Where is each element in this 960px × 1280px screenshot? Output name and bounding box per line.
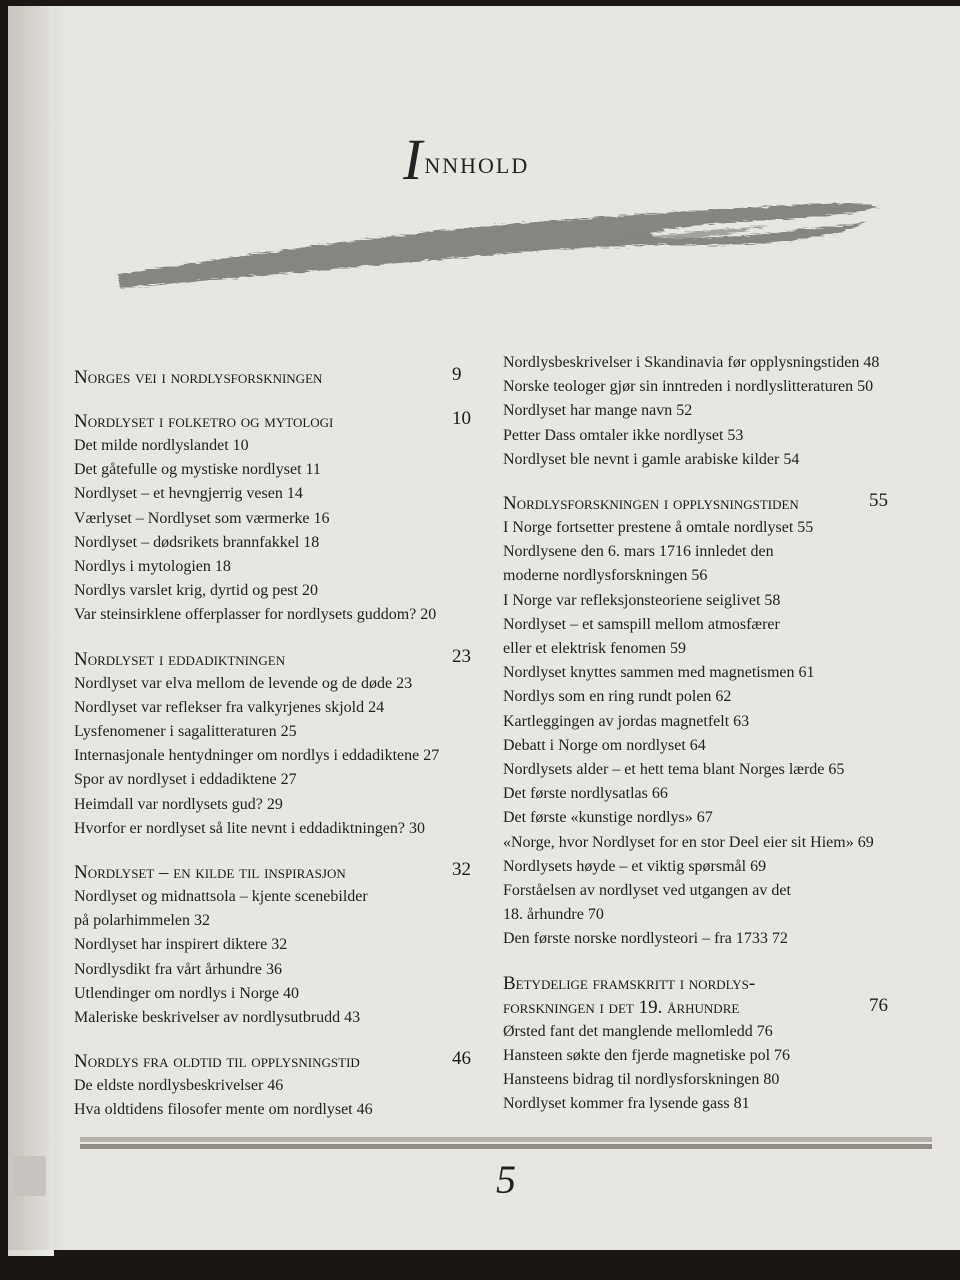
toc-section-heading <box>74 645 484 672</box>
toc-entry: Var steinsirklene offerplasser for nordlysets guddom? 20 <box>74 606 437 624</box>
toc-entry: Nordlyset kommer fra lysende gass 81 <box>503 1095 750 1113</box>
toc-entry: Maleriske beskrivelser av nordlysutbrudd 43 <box>74 1009 361 1027</box>
section-gap <box>503 472 923 492</box>
toc-entry: Nordlyset – et hevngjerrig vesen 14 <box>74 485 303 503</box>
section-page-number: 10 <box>452 408 471 429</box>
toc-entry: Nordlysdikt fra vårt århundre 36 <box>74 960 282 978</box>
section-title: Nordlyset i eddadiktningen <box>74 648 286 670</box>
section-gap <box>74 628 484 648</box>
toc-entry: moderne nordlysforskningen 56 <box>503 567 708 585</box>
toc-entry: Debatt i Norge om nordlyset 64 <box>503 736 706 754</box>
toc-section-heading <box>74 410 484 434</box>
toc-entry: Heimdall var nordlysets gud? 29 <box>74 795 283 813</box>
toc-entry: eller et elektrisk fenomen 59 <box>503 640 687 658</box>
toc-entry: Nordlysbeskrivelser i Skandinavia før opplysningstiden 48 <box>503 354 880 371</box>
page-clip <box>14 1156 46 1196</box>
toc-entry: 18. århundre 70 <box>503 906 604 924</box>
page-title: Innhold <box>403 127 530 192</box>
section-page-number: 23 <box>452 645 471 667</box>
toc-entry: Nordlysets høyde – et viktig spørsmål 69 <box>503 857 767 875</box>
toc-entry: Det første nordlysatlas 66 <box>503 785 668 803</box>
book-page <box>8 6 960 1250</box>
toc-entry: Hansteens bidrag til nordlysforskningen 80 <box>503 1071 780 1089</box>
section-gap <box>74 390 484 410</box>
toc-entry: Nordlyset har mange navn 52 <box>503 402 693 420</box>
toc-entry: Petter Dass omtaler ikke nordlyset 53 <box>503 426 744 444</box>
toc-entry: Det første «kunstige nordlys» 67 <box>503 809 713 827</box>
brush-stroke-ornament <box>108 186 888 296</box>
toc-entry: Nordlys som en ring rundt polen 62 <box>503 688 732 706</box>
toc-entry: I Norge fortsetter prestene å omtale nordlyset 55 <box>503 519 814 537</box>
toc-entry: «Norge, hvor Nordlyset for en stor Deel eier sit Hiem» 69 <box>503 833 874 851</box>
toc-entry: Utlendinger om nordlys i Norge 40 <box>74 984 300 1002</box>
toc-entry: Værlyset – Nordlyset som værmerke 16 <box>74 509 330 527</box>
bottom-rule <box>80 1137 932 1149</box>
section-page-number: 55 <box>869 490 888 512</box>
toc-entry: Norske teologer gjør sin inntreden i nordlyslitteraturen 50 <box>503 378 874 396</box>
toc-entry: Nordlys i mytologien 18 <box>74 558 231 576</box>
toc-entry: Nordlyset var elva mellom de levende og de døde 23 <box>74 674 413 692</box>
toc-left-column <box>74 366 484 1123</box>
toc-entry: Kartleggingen av jordas magnetfelt 63 <box>503 712 750 730</box>
toc-section-heading <box>74 861 484 885</box>
section-page-number: 32 <box>452 859 471 881</box>
toc-section-heading <box>74 1050 484 1074</box>
toc-entry: Lysfenomener i sagalitteraturen 25 <box>74 723 297 741</box>
toc-entry: Nordlysets alder – et hett tema blant Norges lærde 65 <box>503 761 845 779</box>
section-page-number: 76 <box>869 994 888 1016</box>
section-title: Nordlys fra oldtid til opplysningstid <box>74 1051 360 1073</box>
toc-entry: Nordlys varslet krig, dyrtid og pest 20 <box>74 582 318 600</box>
section-title: Norges vei i nordlysforskningen <box>74 367 323 388</box>
section-title: Betydelige framskritt i nordlys- <box>503 972 756 994</box>
section-gap <box>74 841 484 861</box>
section-gap <box>503 952 923 972</box>
toc-entry: Nordlyset – et samspill mellom atmosfærer <box>503 615 780 633</box>
section-page-number: 9 <box>452 364 462 385</box>
section-title-cont: forskningen i det 19. århundre <box>503 996 740 1018</box>
toc-entry: Nordlyset ble nevnt i gamle arabiske kilder 54 <box>503 450 800 468</box>
toc-entry: Hvorfor er nordlyset så lite nevnt i eddadiktningen? 30 <box>74 819 426 837</box>
toc-entry: Nordlyset og midnattsola – kjente scenebilder <box>74 888 368 906</box>
toc-entry: Internasjonale hentydninger om nordlys i eddadiktene 27 <box>74 747 440 765</box>
section-page-number: 46 <box>452 1048 471 1070</box>
toc-entry: Hansteen søkte den fjerde magnetiske pol 76 <box>503 1046 791 1064</box>
section-title: Nordlyset i folketro og mytologi <box>74 411 334 432</box>
toc-entry: på polarhimmelen 32 <box>74 912 210 930</box>
toc-section-heading <box>503 492 923 516</box>
section-title: Nordlysforskningen i opplysningstiden <box>503 493 799 515</box>
section-gap <box>74 1030 484 1050</box>
toc-entry: Den første norske nordlysteori – fra 1733 72 <box>503 930 788 948</box>
toc-section-heading <box>74 366 484 390</box>
toc-entry: Spor av nordlyset i eddadiktene 27 <box>74 771 297 789</box>
toc-right-column <box>503 351 923 1116</box>
toc-entry: Nordlyset var reflekser fra valkyrjenes skjold 24 <box>74 698 385 716</box>
toc-entry: Nordlyset knyttes sammen med magnetismen 61 <box>503 664 815 682</box>
section-title: Nordlyset – en kilde til inspirasjon <box>74 862 346 884</box>
toc-entry: Det gåtefulle og mystiske nordlyset 11 <box>74 461 321 479</box>
toc-entry: I Norge var refleksjonsteoriene seiglivet 58 <box>503 591 781 609</box>
toc-entry: Nordlysene den 6. mars 1716 innledet den <box>503 543 774 561</box>
toc-entry: Ørsted fant det manglende mellomledd 76 <box>503 1022 773 1040</box>
toc-entry: Forståelsen av nordlyset ved utgangen av det <box>503 882 791 900</box>
toc-entry: Nordlyset har inspirert diktere 32 <box>74 936 288 954</box>
page-number: 5 <box>496 1157 516 1202</box>
toc-entry: De eldste nordlysbeskrivelser 46 <box>74 1077 284 1095</box>
toc-entry: Nordlyset – dødsrikets brannfakkel 18 <box>74 533 320 551</box>
page-shadow <box>8 6 68 1250</box>
toc-entry: Det milde nordlyslandet 10 <box>74 437 249 454</box>
toc-section-heading <box>503 972 923 1020</box>
toc-entry: Hva oldtidens filosofer mente om nordlyset 46 <box>74 1101 373 1119</box>
